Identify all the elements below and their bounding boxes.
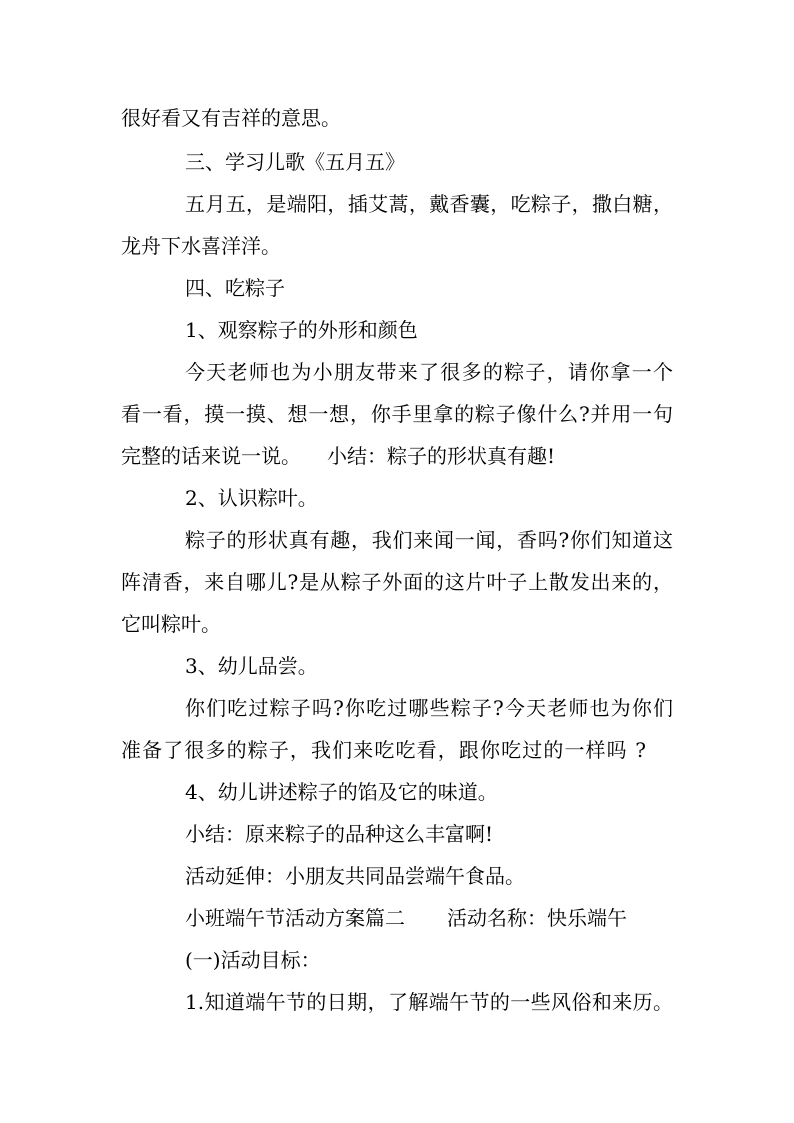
text-line: 准备了很多的粽子，我们来吃吃看，跟你吃过的一样吗 ? [121,738,646,762]
text-line [121,442,555,470]
subsection-heading: 1、观察粽子的外形和颜色 [185,318,418,342]
text-line: 很好看又有吉祥的意思。 [121,106,341,130]
text-line: 今天老师也为小朋友带来了很多的粽子，请你拿一个 [185,360,673,384]
activity-name: 活动名称：快乐端午 [447,906,627,930]
text-line: 阵清香，来自哪儿?是从粽子外面的这片叶子上散发出来的， [121,570,673,594]
text-line: 粽子的形状真有趣，我们来闻一闻，香吗?你们知道这 [185,528,673,552]
subsection-heading: 3、幼儿品尝。 [185,654,318,678]
text-line [185,904,627,932]
text-line: 它叫粽叶。 [121,612,221,636]
text-line: 1.知道端午节的日期，了解端午节的一些风俗和来历。 [185,990,673,1014]
text-segment: 完整的话来说一说。 [121,444,301,468]
section-heading: 三、学习儿歌《五月五》 [185,150,405,174]
subsection-heading: 4、幼儿讲述粽子的馅及它的味道。 [185,780,498,804]
text-line: 五月五，是端阳，插艾蒿，戴香囊，吃粽子，撒白糖， [185,192,673,216]
text-line: 你们吃过粽子吗?你吃过哪些粽子?今天老师也为你们 [185,696,673,720]
subsection-heading: 2、认识粽叶。 [185,486,318,510]
summary-text: 小结：粽子的形状真有趣! [327,444,556,468]
text-line: 看一看，摸一摸、想一想，你手里拿的粽子像什么?并用一句 [121,402,673,426]
section-heading: 四、吃粽子 [185,276,285,300]
section-title: 小班端午节活动方案篇二 [185,906,405,930]
text-line: 龙舟下水喜洋洋。 [121,234,281,258]
summary-text: 小结：原来粽子的品种这么丰富啊! [185,822,494,846]
text-line: 活动延伸：小朋友共同品尝端午食品。 [185,864,525,888]
section-heading: (一)活动目标： [185,948,321,972]
